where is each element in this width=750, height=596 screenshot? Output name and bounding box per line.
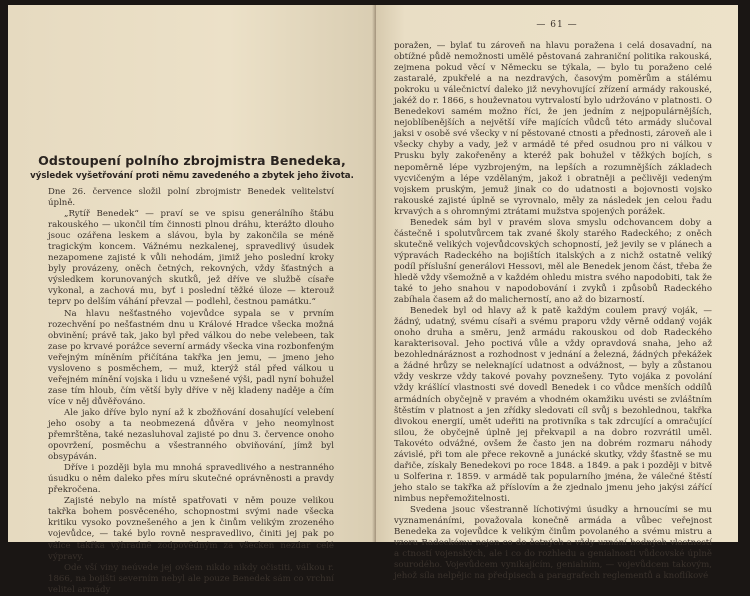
paragraph: Ale jako dříve bylo nyní až k zbožňování dosahující velebení jeho osoby a ta neobmezená důvěra v jeho neomylnost přemrštěna, také nezasluhoval zajisté po dnu 3. července onoho opovržení, posměchu a všestranného obviňování, jímž byl obsypáván. xyxy=(48,407,334,463)
paragraph: Na hlavu nešťastného vojevůdce sypala se v prvním rozechvění po nešťastném dnu u Králové Hradce všecka možná obvinění; právě tak, jako byl před válkou do nebe velebeen, tak zase po krvavé porážce severní armády všecka vina rozbonfeným veřejným míněním přičítána takřka jen jemu, — jmeno jeho vysloveno s posměchem, — muž, kterýž stál před válkou u veřejném mínění vojska i lidu u vznešené výši, padl nyní bohužel zase tím hloub, čím větší byly dříve v něj kladeny naděje a čím více v něj důvěřováno. xyxy=(48,308,334,407)
paragraph: Svedena jsouc všestranně líchotivými úsudky a hrnoucími se mu vyznamenáními, považovala konečně armáda a vůbec veřejnost Benedeka za vojevůdce k velikým činům povolaného a svému mistru a vzoru Radeckému nejen co do četných a vždy uznání hodných vlastností a ctností vojenských, ale i co do rozhledu a genialnosti vůdcovské úplně sourodého. Vojevůdcem vynikajícím, genialním, — vojevůdcem takovým, jehož síla nelpějic na předpisech a paragrafech reglementů a knoflíkové xyxy=(394,504,712,582)
paragraph: Dne 26. července složil polní zbrojmistr Benedek velitelství úplně. xyxy=(48,187,334,209)
paragraph: Zajisté nebylo na místě spatřovati v něm pouze velikou takřka bohem posvěceného, schopnostmi svými nade všecka kritiku vysoko povznešeného a jen k činům velikým zrozeného vojevůdce, — také bylo rovně nespravedlivo, činiti jej pak po válce takřka výhradně zodpovědným za všecken nezdar celé výpravy. xyxy=(48,496,334,562)
right-page-body xyxy=(394,41,712,582)
paragraph: Benedek sám byl v pravém slova smyslu odchovancem doby a částečně i spolutvůrcem tak zvané školy starého Radeckého; z oněch skutečně velikých vojevůdcovských schopností, jež jevily se v plánech a výpravách Radeckého na bojištích italských a z nichž ostatně veliký podíl příslušní generálovi Hessovi, měl ale Benedek jenom část, třeba že hledě vždy všemožně a v každém ohledu mistra svého napodobiti, tak že také to jeho snahou v napodobování i zvyků i způsobů Radeckého zabíhala časem až do malicherností, ano až do bizarností. xyxy=(394,217,712,306)
chapter-subtitle: výsledek vyšetřování proti němu zavedeného a zbytek jeho života. xyxy=(30,171,354,181)
chapter-title: Odstoupení polního zbrojmistra Benedeka, xyxy=(38,153,346,168)
paragraph: „Rytíř Benedek“ — praví se ve spisu generálního štábu rakouského — ukončil tím činnosti plnou dráhu, kterážto dlouho jsouc ozářena leskem a slávou, byla by zakončila se méně tragickým koncem. Vážnému nezkalenej, spravedlivý úsudek nezapomene zajisté k vůli nehodám, jimiž jeho poslední kroky byly provázeny, oněch četných, rekovných, vždy šťastných a výsledkem korunovaných skutků, jež dříve ve službě císaře vykonal, a zachová mu, byť i poslední těžké úloze — kterouž teprv po delším váhání převzal — podlehl, čestnou památku.“ xyxy=(48,209,334,308)
right-page xyxy=(376,5,738,582)
left-page xyxy=(8,5,376,595)
left-page-body xyxy=(48,187,334,595)
paragraph: poražen, — bylať tu zároveň na hlavu poražena i celá dosavadní, na obtížné půdě nemožnosti umělé pěstovaná zahraniční politika rakouská, zejmena pokud věcí v Německu se týkala, — bylo tu poraženo celé zastaralé, zpukřelé a na nezdravých, časovým poměrům a stálému pokroku u válečnictví daleko již nevyhovující zřízení armády rakouské, jakéž do r. 1866, s houževnatou vytrvalostí bylo udržováno v platnosti. O Benedekovi samém možno říci, že jen jedním z nejpopulárnějších, nejoblíbenějších a největší víře majících vůdců této armády slučoval jaksi v osobě své všecky v ní pěstované ctnosti a přednosti, zároveň ale i všecky chyby a vady, jež v armádě té před osudnou pro ni válkou v Prusku byly zakořeněny a kteréž pak bohužel v těžkých bojích, s nepoměrně lépe vyzbrojeným, na lepších a rozumnějších základech vycvičeným a lépe vzdělaným, jakož i obratněji a pečlivěji vedeným vojskem pruským, jemuž jinak co do udatnosti a bojovnosti vojsko rakouské zajisté úplně se vyrovnalo, měly za následek jen celou řadu krvavých a s ohromnými ztrátami mužstva spojených porážek. xyxy=(394,41,712,217)
paragraph: Ode vší viny neúvede jej ovšem nikdo nikdy očistiti, válkou r. 1866, na bojišti severním nebyl ale pouze Benedek sám co vrchní velitel armády xyxy=(48,562,334,595)
paragraph: Dříve i později byla mu mnohá spravedlivého a nestranného úsudku o něm daleko přes míru skutečné oprávněnosti a pravdy překročena. xyxy=(48,463,334,496)
paragraph: Benedek byl od hlavy až k patě každým coulem pravý voják, — žádný, udatný, svému císaři a svému praporu vždy věrně oddaný voják onoho druha a směru, jenž armádu rakouskou od dob Radeckého karakterisoval. Jeho poctivá vůle a vždy opravdová snaha, jeho až bezohlednáráznost a rozhodnost v jednání a železná, žádných překážek a žádné hrůzy se neleknající udatnost a odvážnost, — byly a zůstanou vždy veskrze vždy takové povahy povznešeny. Tyto vojáka z povolání vždy krášlící vlastnosti své dovedl Benedek i co vůdce menších oddílů armádních obyčejně v pravém a vhodném okamžiku uvésti se zvláštním štěstím v platnost a jen zřídky sledovati cíl svůj s bezohlednou, takřka divokou energií, umět udeřiti na protivníka s tak zdrcující a omračující silou, že obyčejně úplně jej překvapil a na dobro rozvrátil uměl. Takovéto odvážné, ovšem že často jen na dobrém rozmaru náhody závislé, při tom ale přece rekovně a junácké skutky, vždy šťastně se mu dařiče, získaly Benedekovi po roce 1848. a 1849. a pak i později v bitvě u Solferina r. 1859. v armádě tak popularního jména, že válečné štěstí jeho stalo se takřka až příslovím a že zjednalo jmenu jeho jakýsi zářící nimbus nepřemožitelnosti. xyxy=(394,306,712,504)
page-number: — 61 — xyxy=(536,20,578,30)
